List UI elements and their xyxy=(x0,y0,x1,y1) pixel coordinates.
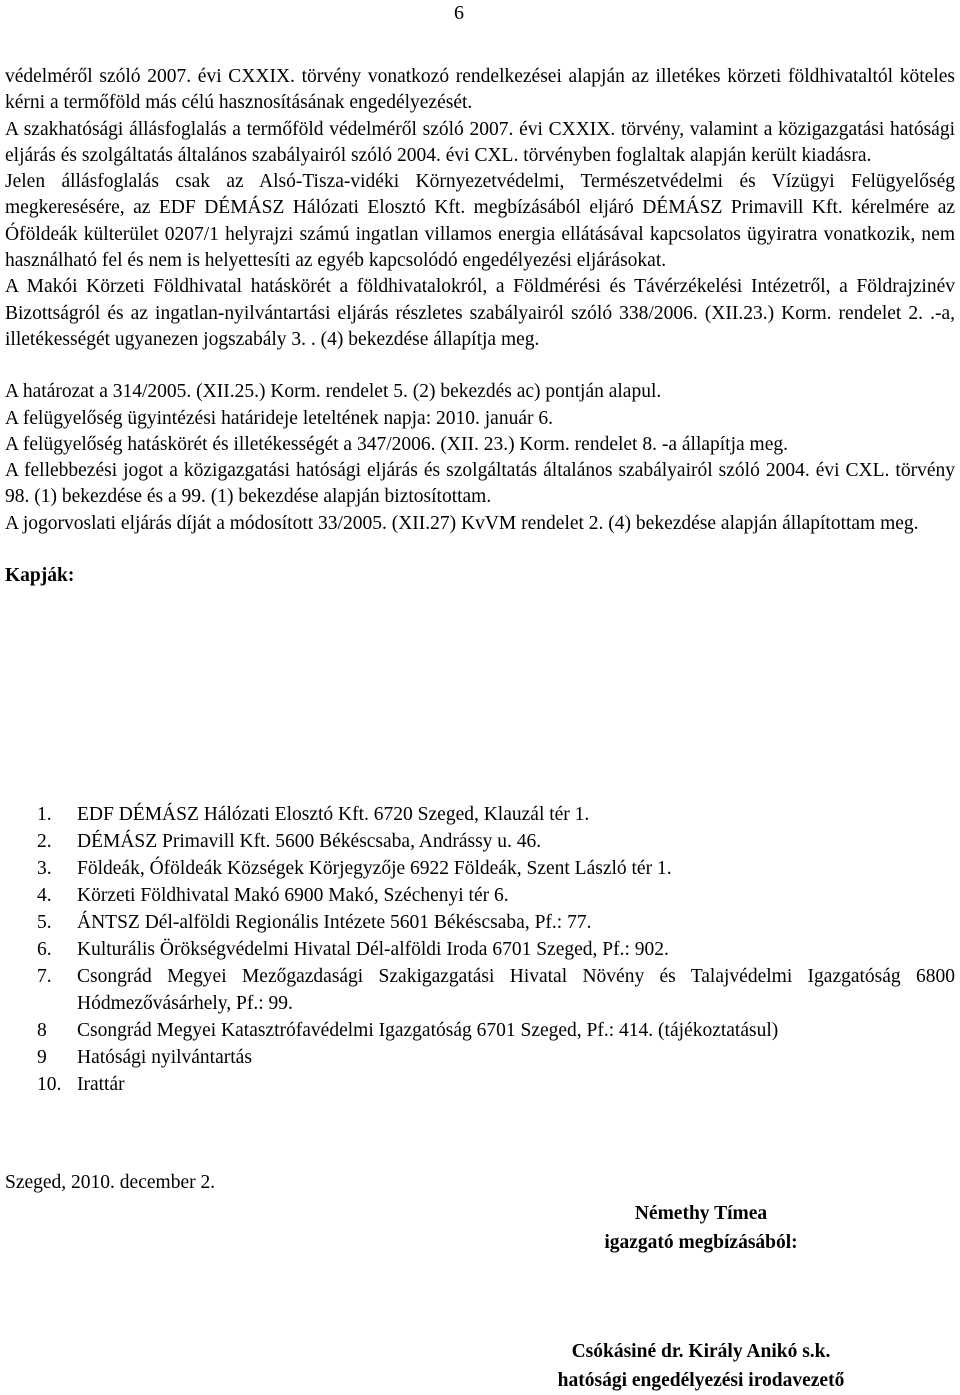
paragraph-legal-basis: védelméről szóló 2007. évi CXXIX. törvény vonatkozó rendelkezései alapján az illetékes körzeti földhivataltól köteles kérni a termőföld más célú hasznosításának engedélyezését. xyxy=(5,66,955,114)
list-item-number: 6. xyxy=(37,939,52,960)
list-item-text: Földeák, Óföldeák Községek Körjegyzője 6922 Földeák, Szent László tér 1. xyxy=(77,858,672,879)
list-item-text: DÉMÁSZ Primavill Kft. 5600 Békéscsaba, Andrássy u. 46. xyxy=(77,831,542,852)
list-item-text: EDF DÉMÁSZ Hálózati Elosztó Kft. 6720 Szeged, Klauzál tér 1. xyxy=(77,804,590,825)
paragraph-inspectorate-competence: A felügyelőség hatáskörét és illetékességét a 347/2006. (XII. 23.) Korm. rendelet 8. -a állapítja meg. xyxy=(5,433,788,455)
list-item xyxy=(5,855,955,882)
list-item-number: 7. xyxy=(37,966,52,987)
signatory-role: igazgató megbízásából: xyxy=(604,1232,798,1253)
list-item-number: 3. xyxy=(37,858,52,879)
list-item xyxy=(5,801,955,828)
list-item-text: Irattár xyxy=(77,1074,125,1095)
signatory-role: hatósági engedélyezési irodavezető xyxy=(557,1370,845,1391)
paragraph-decision-basis: A határozat a 314/2005. (XII.25.) Korm. rendelet 5. (2) bekezdés ac) pontján alapul. xyxy=(5,381,662,403)
list-item-number: 1. xyxy=(37,804,52,825)
place-and-date: Szeged, 2010. december 2. xyxy=(5,1172,216,1193)
paragraph-authority-statement: A szakhatósági állásfoglalás a termőföld védelméről szóló 2007. évi CXXIX. törvény, valamint a közigazgatási hatósági eljárás és szolgáltatás általános szabályairól szóló 2004. évi CXL. törvényben foglaltak alapján került kiadásra. xyxy=(5,118,955,166)
list-item-text: Kulturális Örökségvédelmi Hivatal Dél-alföldi Iroda 6701 Szeged, Pf.: 902. xyxy=(77,939,669,960)
signatory-name: Csókásiné dr. Király Anikó s.k. xyxy=(571,1341,831,1362)
list-item xyxy=(5,1017,955,1044)
list-item-text: Körzeti Földhivatal Makó 6900 Makó, Széchenyi tér 6. xyxy=(77,885,509,906)
list-item-number: 4. xyxy=(37,885,52,906)
list-item xyxy=(5,828,955,855)
paragraph-scope: Jelen állásfoglalás csak az Alsó-Tisza-vidéki Környezetvédelmi, Természetvédelmi és Vízügyi Felügyelőség megkeresésére, az EDF DÉMÁSZ Hálózati Elosztó Kft. megbízásából eljáró DÉMÁSZ Primavill Kft. kérelmére az Óföldeák külterület 0207/1 helyrajzi számú ingatlan villamos energia ellátásával kapcsolatos ügyiratra vonatkozik, nem használható fel és nem is helyettesíti az egyéb kapcsolódó engedélyezési eljárásokat. xyxy=(5,171,955,272)
list-item-number: 2. xyxy=(37,831,52,852)
list-item-number: 5. xyxy=(37,912,52,933)
signature-block-office-head xyxy=(520,1337,882,1395)
list-item xyxy=(5,909,955,936)
paragraph-land-office-competence: A Makói Körzeti Földhivatal hatáskörét a földhivatalokról, a Földmérési és Távérzékelési Intézetről, a Földrajzinév Bizottságról és az ingatlan-nyilvántartási eljárás részletes szabályairól szóló 338/2006. (XII.23.) Korm. rendelet 2. .-a, illetékességét ugyanezen jogszabály 3. . (4) bekezdése állapítja meg. xyxy=(5,276,955,350)
paragraph-appeal-fee: A jogorvoslati eljárás díját a módosított 33/2005. (XII.27) KvVM rendelet 2. (4) bekezdése alapján állapítottam meg. xyxy=(5,512,919,534)
list-item-text: Hatósági nyilvántartás xyxy=(77,1047,252,1068)
list-item-number: 10. xyxy=(37,1074,62,1095)
signatory-name: Némethy Tímea xyxy=(634,1203,768,1224)
list-item xyxy=(5,936,955,963)
list-item xyxy=(5,1071,955,1098)
recipients-heading: Kapják: xyxy=(5,565,75,587)
list-item xyxy=(5,882,955,909)
list-item xyxy=(5,963,955,1017)
list-item xyxy=(5,1044,955,1071)
list-item-text: Csongrád Megyei Mezőgazdasági Szakigazgatási Hivatal Növény és Talajvédelmi Igazgatóság 6800 Hódmezővásárhely, Pf.: 99. xyxy=(77,966,955,1014)
list-item-number: 8 xyxy=(37,1020,47,1041)
page-number: 6 xyxy=(454,2,464,24)
list-item-number: 9 xyxy=(37,1047,47,1068)
body-text xyxy=(5,64,955,589)
paragraph-appeal-right: A fellebbezési jogot a közigazgatási hatósági eljárás és szolgáltatás általános szabályairól szóló 2004. évi CXL. törvény 98. (1) bekezdése és a 99. (1) bekezdése alapján biztosítottam. xyxy=(5,460,955,508)
list-item-text: Csongrád Megyei Katasztrófavédelmi Igazgatóság 6701 Szeged, Pf.: 414. (tájékoztatásul) xyxy=(77,1020,779,1041)
signature-block-director xyxy=(580,1199,822,1257)
list-item-text: ÁNTSZ Dél-alföldi Regionális Intézete 5601 Békéscsaba, Pf.: 77. xyxy=(77,912,592,933)
paragraph-deadline: A felügyelőség ügyintézési határideje leteltének napja: 2010. január 6. xyxy=(5,407,553,429)
recipients-list xyxy=(5,801,955,1098)
